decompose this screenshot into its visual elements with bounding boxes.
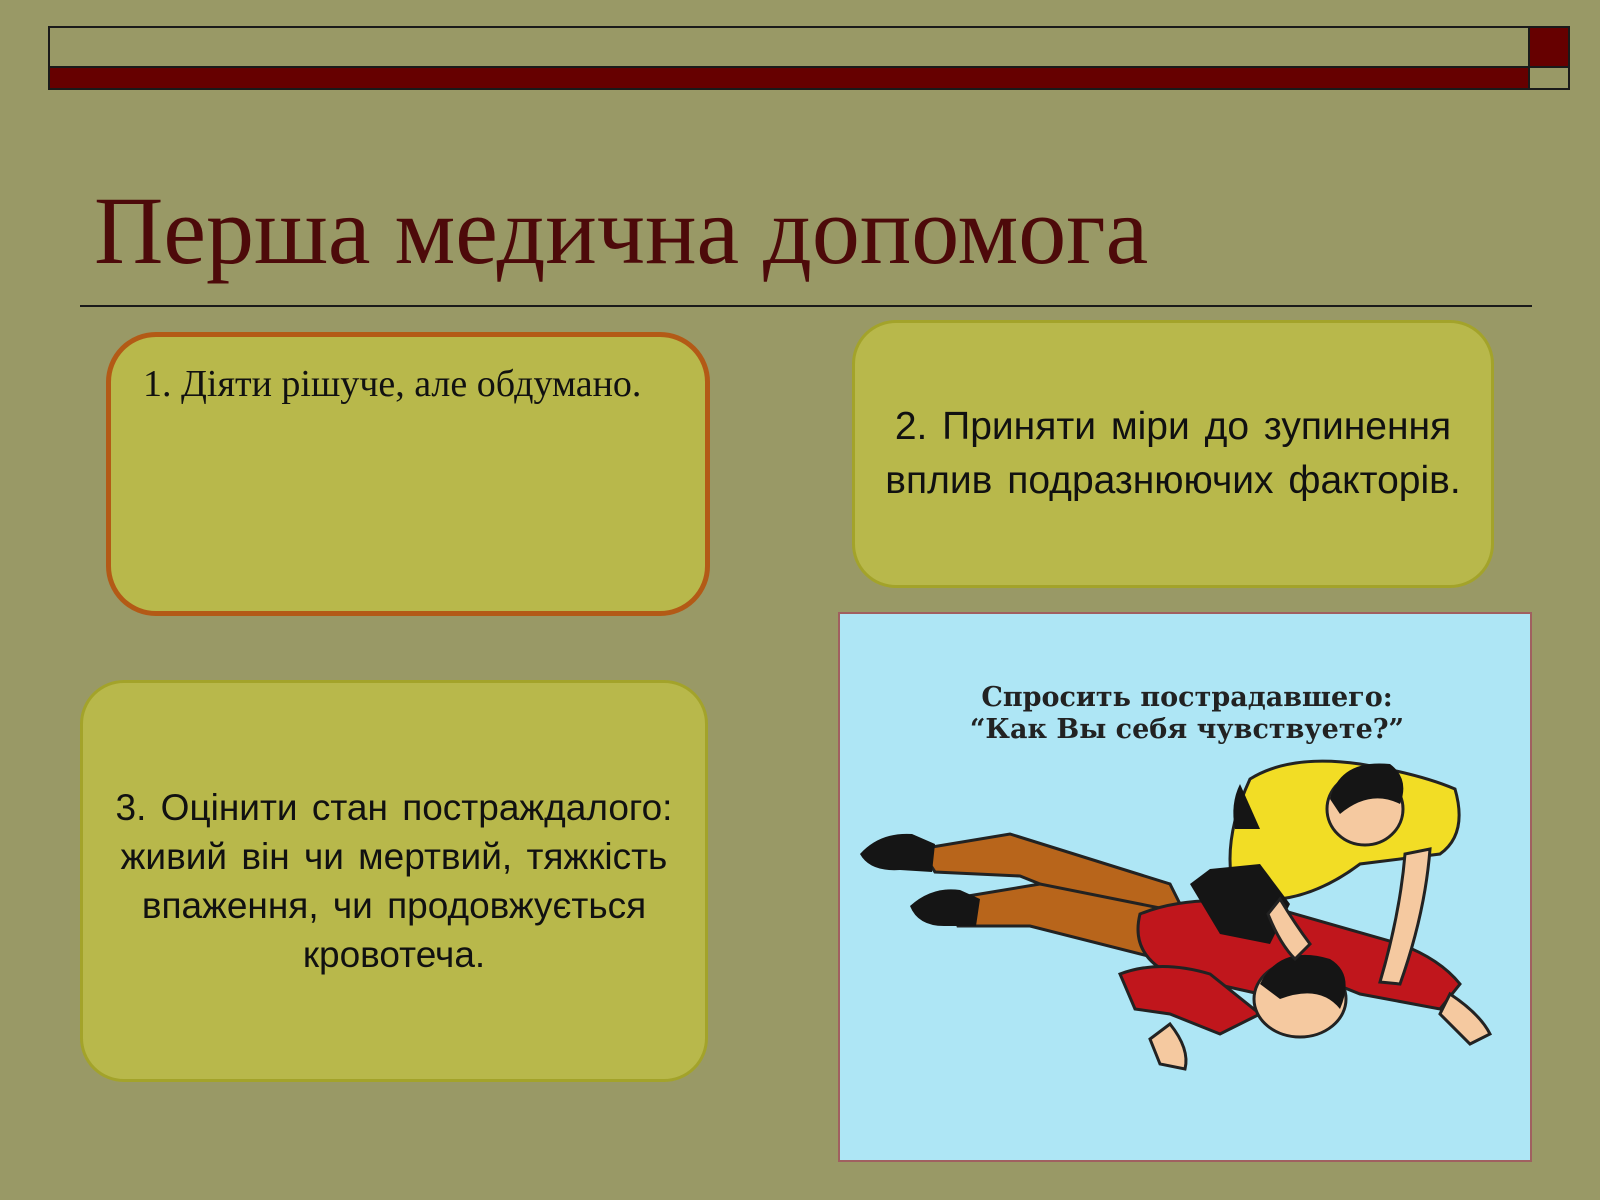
step-2-box: [852, 320, 1494, 588]
step-2-text: 2. Приняти міри до зупинення вплив подразнюючих факторів.: [885, 405, 1461, 502]
step-3-text: 3. Оцінити стан постраждалого: живий він чи мертвий, тяжкість впаження, чи продовжується кровотеча.: [115, 786, 673, 976]
illustration-caption: [840, 682, 1532, 747]
slide-title: Перша медична допомога: [94, 177, 1149, 284]
caption-line-2: “Как Вы себя чувствуете?”: [969, 714, 1405, 746]
caption-line-1: Спросить пострадавшего:: [981, 682, 1393, 713]
step-3-box: [80, 680, 708, 1082]
step-1-text: 1. Діяти рішуче, але обдумано.: [143, 363, 642, 405]
step-1-box: [106, 332, 710, 616]
first-aid-illustration: [838, 612, 1532, 1162]
title-divider: [80, 305, 1532, 307]
header-bar-stripe: [48, 66, 1530, 90]
header-corner-square-dark: [1528, 26, 1570, 68]
header-corner-square-light: [1528, 66, 1570, 90]
